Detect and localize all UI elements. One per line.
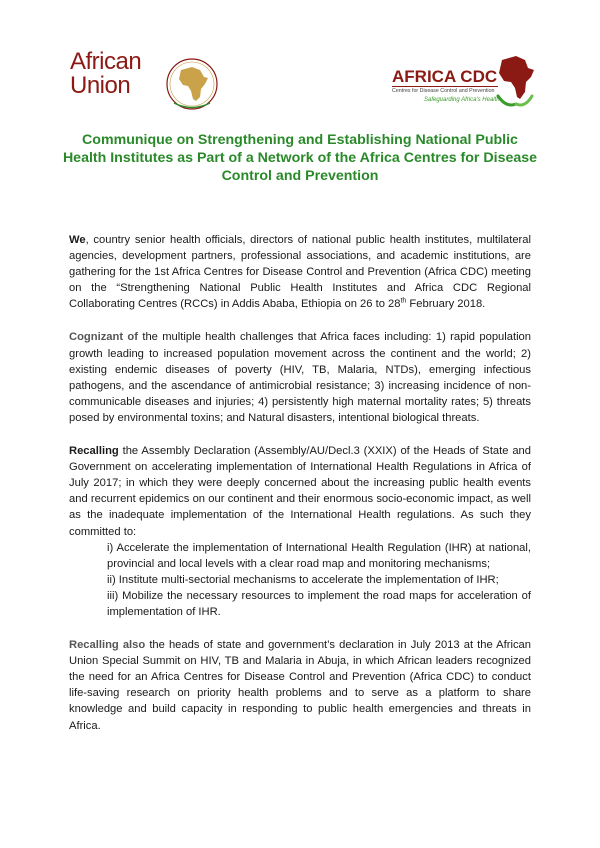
cognizant-lead: Cognizant of [69, 331, 138, 344]
cognizant-paragraph [69, 329, 531, 426]
recalling-also-paragraph [69, 637, 531, 734]
recalling-also-text: the heads of state and government’s declaration in July 2013 at the African Union Special Summit on HIV, TB and Malaria in Abuja, in which African leaders recognized the need for an Africa Centres for Disease Control and Prevention (Africa CDC) to conduct life-saving research on priority health problems and to serve as a platform to share knowledge and build capacity in responding to public health emergencies and threats in Africa. [69, 639, 531, 732]
intro-superscript: th [400, 297, 407, 305]
list-item: i) Accelerate the implementation of International Health Regulation (IHR) at national, provincial and local levels with a clear road map and monitoring mechanisms; [107, 541, 531, 570]
recalling-paragraph [69, 443, 531, 540]
commitments-list [107, 540, 531, 620]
africa-map-emblem-icon [162, 56, 222, 111]
document-body [69, 232, 531, 751]
document-title: Communique on Strengthening and Establishing National Public Health Institutes as Part of a Network of the Africa Centres for Disease Control and Prevention [62, 132, 538, 184]
cdc-divider [392, 86, 498, 87]
au-wordmark [70, 50, 141, 98]
au-wordmark-line1: African [70, 48, 142, 75]
intro-lead: We [69, 234, 86, 246]
list-item: ii) Institute multi-sectorial mechanisms to accelerate the implementation of IHR; [107, 573, 499, 586]
african-union-logo [70, 50, 220, 110]
cdc-subtitle: Centres for Disease Control and Prevention [392, 88, 495, 94]
cdc-wordmark: AFRICA CDC [392, 67, 498, 86]
recalling-lead: Recalling [69, 445, 119, 458]
africa-cdc-logo [388, 54, 538, 112]
cognizant-text: the multiple health challenges that Africa faces including: 1) rapid population growth leading to increased population movement across the continent and the world; 2) existing endemic diseases of poverty (HIV, TB, Malaria, NTDs), emerging infectious pathogens, and the ascendance of antimicrobial resistance; 3) increasing incidence of non-communicable diseases and injuries; 4) persistently high maternal mortality rates; 5) threats posed by environmental toxins; and Natural disasters, intentional biological threats. [69, 331, 532, 424]
au-wordmark-line2: Union [70, 72, 131, 99]
africa-continent-icon [492, 52, 538, 110]
intro-text: , country senior health officials, directors of national public health institutes, multilateral agencies, development partners, professional associations, and academic institutions, are gathering for the 1st Africa Centres for Disease Control and Prevention (Africa CDC) meeting on the “Strengthening National Public Health Institutes and Africa CDC Regional Collaborating Centres (RCCs) in Addis Ababa, Ethiopia on 26 to 28 [69, 234, 531, 311]
intro-paragraph [69, 232, 531, 312]
recalling-also-lead: Recalling also [69, 639, 146, 652]
cdc-tagline: Safeguarding Africa's Health [424, 97, 500, 103]
recalling-text: the Assembly Declaration (Assembly/AU/Decl.3 (XXIX) of the Heads of State and Government on accelerating implementation of International Health Regulations in Africa of July 2017; in which they were deeply concerned about the increasing public health events and recurrent epidemics on our continent and their enormous socio-economic impact, as well as the inadequate implementation of the International Health regulations. As such they committed to: [69, 445, 531, 538]
intro-text-end: February 2018. [406, 298, 486, 311]
list-item: iii) Mobilize the necessary resources to implement the road maps for acceleration of implementation of IHR. [107, 589, 531, 618]
